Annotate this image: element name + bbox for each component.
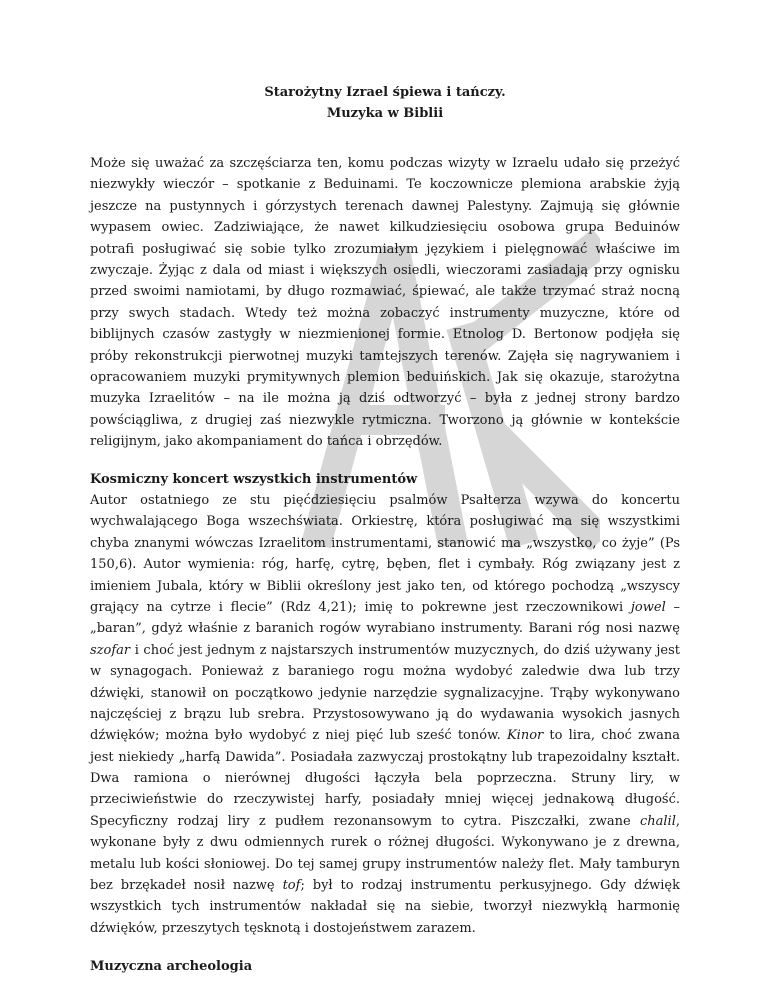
- italic-term: tof: [282, 878, 301, 894]
- intro-paragraph: [90, 153, 680, 452]
- text-line: przeciwieństwie do rzeczywistej harfy, posiadały mniej więcej jednakową długość.: [90, 792, 680, 808]
- text-run: grający na cytrze i flecie” (Rdz 4,21); imię to pokrewne jest rzeczownikowi: [90, 599, 631, 615]
- text-run: Specyficzny rodzaj liry z pudłem rezonansowym to cytra. Piszczałki, zwane: [90, 813, 640, 829]
- text-line: wykonane były z dwu odmiennych rurek o różnej długości. Wykonywano je z drewna,: [90, 835, 680, 851]
- text-line: wychwalającego Boga wszechświata. Orkiestrę, która posługiwać ma się wszystkimi: [90, 514, 680, 530]
- text-run: ; był to rodzaj instrumentu perkusyjnego. Gdy dźwięk: [300, 878, 680, 894]
- title-line-1: Starożytny Izrael śpiewa i tańczy.: [264, 85, 506, 100]
- text-line: dźwięki, stanowił on początkowo jedynie narzędzie sygnalizacyjne. Trąby wykonywano: [90, 685, 680, 701]
- text-line: „baran”, gdyż właśnie z baranich rogów wyrabiano instrumenty. Barani róg nosi nazwę: [90, 621, 680, 637]
- text-line: próby rekonstrukcji pierwotnej muzyki tamtejszych terenów. Zajęła się nagrywaniem i: [90, 348, 680, 364]
- text-line: religijnym, jako akompaniament do tańca i obrzędów.: [90, 434, 443, 450]
- text-run: –: [665, 599, 681, 615]
- text-line: jest niekiedy „harfą Dawida”. Posiadała zazwyczaj prostokątny lub trapezoidalny kształt.: [90, 749, 680, 765]
- text-line: wszystkich tych instrumentów nakładał się na siebie, tworzył niezwykłą harmonię: [90, 899, 680, 915]
- text-run: to lira, choć zwana: [543, 728, 680, 744]
- text-run: dźwięków; można było wydobyć z niej pięć lub sześć tonów.: [90, 728, 507, 744]
- text-line: wypasem owiec. Zadziwiające, że nawet kilkudziesięciu osobowa grupa Beduinów: [90, 220, 680, 236]
- section-heading-musical-archaeology: Muzyczna archeologia: [90, 959, 253, 974]
- text-line: jeszcze na pustynnych i górzystych terenach dawnej Palestyny. Zajmują się głównie: [90, 198, 680, 214]
- document-title: [90, 82, 680, 125]
- text-line: chyba znanymi wówczas Izraelitom instrumentami, stanowić ma „wszystko, co żyje” (Ps: [90, 535, 680, 551]
- text-line: w synagogach. Ponieważ z baraniego rogu można wydobyć zaledwie dwa lub trzy: [90, 664, 680, 680]
- italic-term: szofar: [90, 642, 131, 658]
- title-line-2: Muzyka w Biblii: [326, 106, 444, 122]
- text-line: potrafi posługiwać się sobie tylko zrozumiałym językiem i pielęgnować właściwe im: [90, 241, 680, 257]
- text-line: przed swoimi namiotami, by długo rozmawiać, śpiewać, ale także trzymać straż nocną: [90, 284, 680, 300]
- text-line: Może się uważać za szczęściarza ten, komu podczas wizyty w Izraelu udało się przeżyć: [90, 156, 680, 171]
- text-line: najczęściej z brązu lub srebra. Przystosowywano ją do wydawania wysokich jasnych: [90, 706, 680, 722]
- text-line: przy swych stadach. Wtedy też można zobaczyć instrumenty muzyczne, które od: [90, 305, 680, 321]
- text-line: dźwięków, przeszytych tęsknotą i dostojeństwem zarazem.: [90, 920, 476, 936]
- text-line: imieniem Jubala, który w Biblii określony jest jako ten, od którego pochodzą „wszyscy: [90, 578, 680, 594]
- text-line: [90, 597, 680, 618]
- text-line: niezwykły wieczór – spotkanie z Beduinami. Te koczownicze plemiona arabskie żyją: [90, 177, 680, 193]
- text-line: [90, 875, 680, 896]
- text-line: zwyczaje. Żyjąc z dala od miast i większych osiedli, wieczorami zasiadają przy ognisku: [90, 262, 680, 278]
- text-line: [90, 640, 680, 661]
- text-line: Autor ostatniego ze stu pięćdziesięciu psalmów Psałterza wzywa do koncertu: [90, 493, 680, 508]
- section-heading-cosmic-concert: Kosmiczny koncert wszystkich instrumentów: [90, 472, 418, 487]
- text-line: Dwa ramiona o nierównej długości łączyła bela poprzeczna. Struny liry, w: [90, 771, 680, 787]
- text-line: [90, 811, 680, 832]
- italic-term: Kinor: [506, 728, 544, 744]
- italic-term: chalil: [639, 813, 676, 829]
- text-line: opracowaniem muzyki prymitywnych plemion beduińskich. Jak się okazuje, starożytna: [90, 369, 680, 385]
- text-run: ,: [675, 813, 680, 829]
- text-line: powściągliwa, z drugiej zaś niezwykle rytmiczna. Tworzono ją głównie w kontekście: [90, 412, 680, 428]
- text-line: metalu lub kości słoniowej. Do tej samej grupy instrumentów należy flet. Mały tamburyn: [90, 856, 680, 872]
- text-run: i choć jest jednym z najstarszych instrumentów muzycznych, do dziś używany jest: [130, 642, 680, 658]
- text-line: 150,6). Autor wymienia: róg, harfę, cytrę, bęben, flet i cymbały. Róg związany jest z: [90, 557, 680, 573]
- text-line: muzyka Izraelitów – na ile można ją dziś odtworzyć – była z jednej strony bardzo: [90, 391, 680, 407]
- italic-term: jowel: [630, 599, 666, 615]
- text-line: biblijnych czasów zastygły w niezmienionej formie. Etnolog D. Bertonow podjęła się: [90, 327, 680, 343]
- text-line: [90, 725, 680, 746]
- section-1-paragraph: [90, 490, 680, 939]
- text-run: bez brzękadeł nosił nazwę: [90, 878, 283, 894]
